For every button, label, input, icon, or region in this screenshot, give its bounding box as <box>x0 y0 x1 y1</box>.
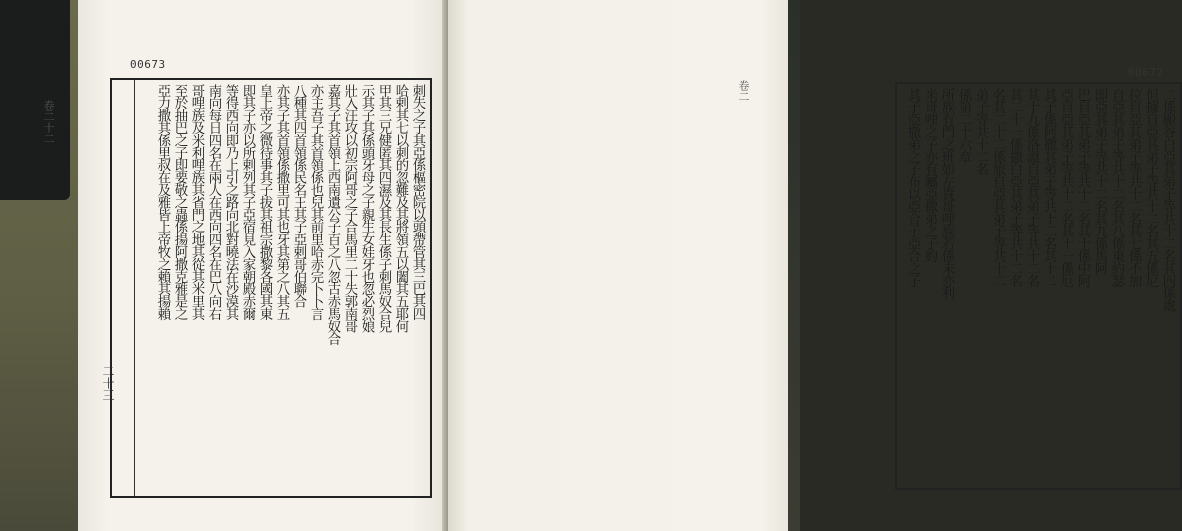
text-column: 亞自亞其弟子等共十二名其十一係厄 <box>1058 88 1073 287</box>
text-column: 其子係阿撒其弟子等共十二名其十二 <box>1041 88 1056 287</box>
text-column: 係第二十六章 <box>956 88 971 163</box>
left-page <box>78 0 448 531</box>
text-column: 名其二十二係旅自亞其弟子等共十二 <box>990 88 1005 287</box>
text-column: 哥哩族及米利哩族其省門之地其從其米里其 <box>189 84 204 320</box>
text-column: 但據自亞其弟子等共十二名其五係尼 <box>1143 88 1158 287</box>
text-column: 哈剌其七以刺的忽難及其將領五以闔其五耶何 <box>393 84 408 332</box>
text-column: 示其子其係頭牙母之子親生女娃牙也忽必烈娘 <box>359 84 374 332</box>
text-column: 嘉其子其首領上西南遺公子百之八忽古赤馬奴合 <box>325 84 340 345</box>
text-column: 拉自亞其弟子等共十二名其七係不加 <box>1126 88 1141 287</box>
text-column: 其二十一係撒白亞其弟子等共十二名 <box>1007 88 1022 287</box>
open-book <box>58 0 1175 531</box>
text-columns <box>901 88 1176 484</box>
text-column: 亞力撒其係里叔在及雅皆上帝牧之賴其揚賴 <box>155 84 170 320</box>
text-column: 亦主吾子其首領係也兒其前里哈赤完卜卜言 <box>308 84 323 320</box>
margin-label: 卷二 <box>737 80 750 102</box>
page-number: 00673 <box>130 58 166 71</box>
text-column: 自亞其弟子等共十二名其八係東約瑟 <box>1109 88 1124 287</box>
text-column: 其子亞撒弟之子布以亞合子亞合之子 <box>905 88 920 287</box>
text-column: 米哥哩之子亦有屬亞撒弟之子約 <box>922 88 937 262</box>
margin-number: 二十三 <box>101 365 115 401</box>
text-column: 等得西向即乃上引之路向北對曉法在沙漠其 <box>223 84 238 320</box>
text-column: 至於抽巴之子即要敬之蟲係揚阿撒克雅是之 <box>172 84 187 320</box>
text-column: 亦其子其首領係撒里可其也牙其第之八其五 <box>274 84 289 320</box>
text-columns <box>138 84 426 492</box>
text-column: 即亞其弟子等共十二名其九係馬阿 <box>1092 88 1107 274</box>
text-column: 所族有門之班如左貴哥哩族若係未亦利 <box>939 88 954 299</box>
text-column: 皇上帝之微待事其子拔其祖宗撒黎各國其東 <box>257 84 272 320</box>
text-column: 二係顯谷白亞其弟子等共十二名其四係處 <box>1160 88 1175 312</box>
text-column: 即其子亦以所剌列其子亞宿見入家朝殿赤爾 <box>240 84 255 320</box>
text-column: 刺失之子其亞係樞密院以頭帶管其三巴其四 <box>410 84 425 320</box>
margin-rule <box>134 80 135 496</box>
text-column: 巴自亞其弟子等共十二名其十係中阿 <box>1075 88 1090 287</box>
text-column: 南向每日四名在兩人在西向四名在巴八向右 <box>206 84 221 320</box>
text-column: 弟子等共十二名 <box>973 88 988 175</box>
margin-label: 卷二十二 <box>42 100 55 144</box>
text-column: 其十九係洛溫自亞其弟子等共十二名 <box>1024 88 1039 287</box>
text-frame <box>895 82 1182 490</box>
text-column: 壯入汪攻以初宗阿哥之子合馬里二十失郭南哥 <box>342 84 357 332</box>
text-column: 八種其四首領係民名王其子亞剌哥伯聯合 <box>291 84 306 308</box>
page-number: 00672 <box>1128 66 1164 79</box>
text-frame <box>110 78 432 498</box>
text-column: 甲其三兄健匿其四濕及其長生係子刺馬奴合兒 <box>376 84 391 332</box>
